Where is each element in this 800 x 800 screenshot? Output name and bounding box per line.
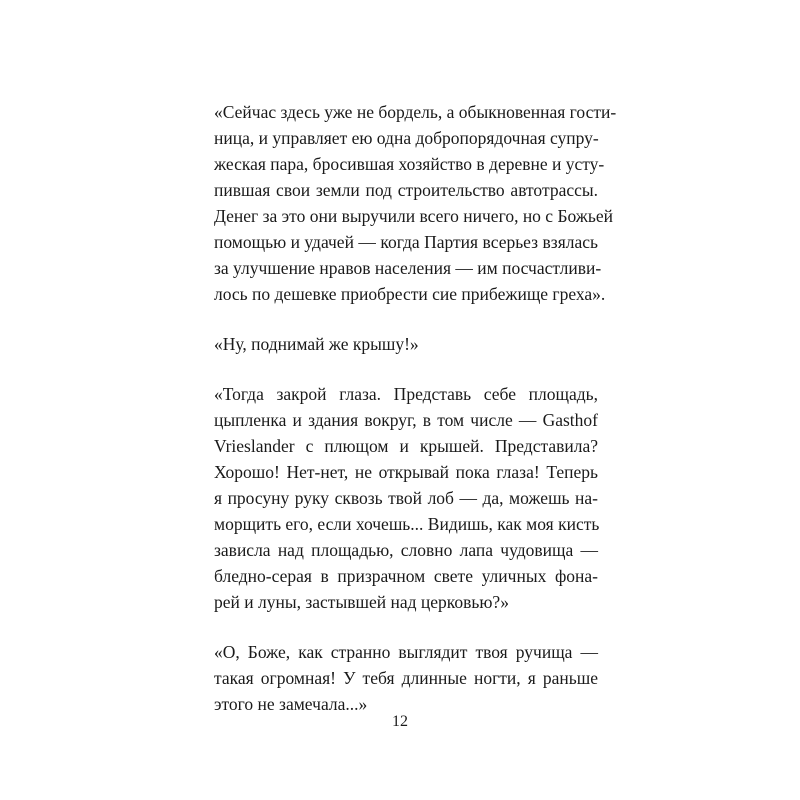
paragraph-1 (214, 99, 617, 307)
text-line: такая огромная! У тебя длинные ногти, я раньше (214, 668, 598, 688)
paragraph-3 (214, 381, 598, 615)
text-line: Хорошо! Нет-нет, не открывай пока глаза! Теперь (214, 462, 598, 482)
text-line: бледно-серая в призрачном свете уличных фона- (214, 566, 598, 586)
text-line: «Сейчас здесь уже не бордель, а обыкновенная гости- (214, 102, 617, 122)
text-line: этого не замечала...» (214, 694, 368, 714)
text-body (214, 99, 617, 741)
text-line: ница, и управляет ею одна добропорядочная супру- (214, 128, 599, 148)
text-line: морщить его, если хочешь... Видишь, как моя кисть (214, 514, 600, 534)
text-line: «Ну, поднимай же крышу!» (214, 334, 419, 354)
text-line: Vrieslander с плющом и крышей. Представила? (214, 436, 598, 456)
text-line: цыпленка и здания вокруг, в том числе — Gasthof (214, 410, 598, 430)
paragraph-4 (214, 639, 598, 717)
text-line: за улучшение нравов населения — им посчастливи- (214, 258, 602, 278)
text-line: рей и луны, застывшей над церковью?» (214, 592, 509, 612)
text-line: лось по дешевке приобрести сие прибежище греха». (214, 284, 606, 304)
text-line: я просуну руку сквозь твой лоб — да, можешь на- (214, 488, 598, 508)
page-number: 12 (392, 713, 408, 730)
text-line: пившая свои земли под строительство автотрассы. (214, 180, 598, 200)
text-line: жеская пара, бросившая хозяйство в деревне и усту- (214, 154, 605, 174)
paragraph-2 (214, 331, 598, 357)
text-line: «О, Боже, как странно выглядит твоя ручища — (214, 642, 598, 662)
text-line: «Тогда закрой глаза. Представь себе площадь, (214, 384, 598, 404)
text-line: Денег за это они выручили всего ничего, но с Божьей (214, 206, 614, 226)
text-line: помощью и удачей — когда Партия всерьез взялась (214, 232, 598, 252)
text-line: зависла над площадью, словно лапа чудовища — (214, 540, 598, 560)
